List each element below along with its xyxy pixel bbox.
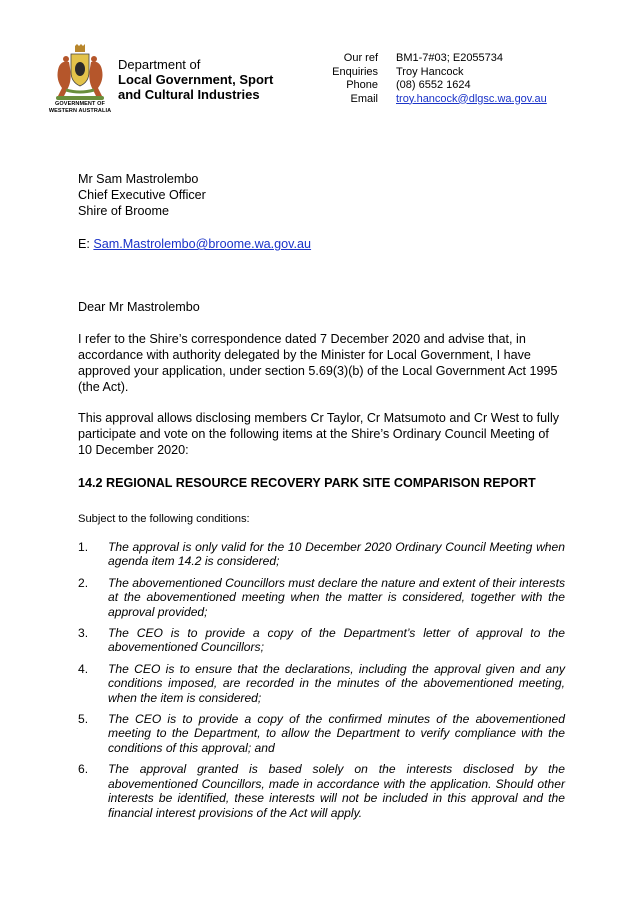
dept-line2: Local Government, Sport — [118, 72, 274, 87]
ref-value: Troy Hancock — [396, 65, 464, 78]
condition-item — [78, 712, 565, 755]
salutation: Dear Mr Mastrolembo — [78, 300, 200, 314]
ref-row-phone — [320, 79, 547, 93]
wa-coat-of-arms-logo — [44, 44, 116, 104]
ref-row-enquiries — [320, 66, 547, 80]
ref-value: BM1-7#03; E2055734 — [396, 52, 504, 64]
condition-number: 2. — [78, 575, 89, 590]
condition-text: The CEO is to ensure that the declarations, including the approval given and any conditions imposed, are recorded in the minutes of the abovementioned meeting, when the item is considered; — [108, 661, 565, 705]
reference-block — [320, 52, 547, 106]
condition-text: The CEO is to provide a copy of the Department’s letter of approval to the abovementioned Councillors; — [108, 626, 565, 655]
ref-value: (08) 6552 1624 — [396, 79, 471, 91]
condition-number: 5. — [78, 712, 89, 727]
condition-item — [78, 540, 565, 569]
ref-row-our-ref — [320, 52, 547, 66]
condition-number: 4. — [78, 661, 89, 676]
recipient-address — [78, 171, 565, 219]
dept-line1: Department of — [118, 57, 201, 72]
ref-row-email — [320, 93, 547, 107]
condition-text: The approval granted is based solely on the interests disclosed by the abovementioned Councillors, made in accordance with the application. Should other interests be identified, these interests will not be included in this approval and the financial interest provisions of the Act will apply. — [108, 762, 565, 820]
recipient-title: Chief Executive Officer — [78, 188, 206, 202]
condition-number: 1. — [78, 540, 89, 554]
crest-caption — [40, 101, 120, 114]
recipient-org: Shire of Broome — [78, 204, 169, 218]
crest-caption-line1: GOVERNMENT OF — [55, 101, 105, 107]
condition-text: The CEO is to provide a copy of the confirmed minutes of the abovementioned meeting to the Department, to allow the Department to verify compliance with the conditions of this approval; and — [108, 712, 565, 755]
ref-label: Our ref — [343, 52, 378, 64]
condition-number: 6. — [78, 762, 89, 777]
condition-number: 3. — [78, 626, 89, 641]
recipient-email-link[interactable]: Sam.Mastrolembo@broome.wa.gov.au — [93, 237, 312, 251]
sender-email-link[interactable]: troy.hancock@dlgsc.wa.gov.au — [396, 92, 547, 105]
paragraph-2: This approval allows disclosing members Cr Taylor, Cr Matsumoto and Cr West to fully participate and vote on the following items at the Shire’s Ordinary Council Meeting of 10 December 2020: — [78, 411, 560, 457]
recipient-email-line — [78, 236, 565, 252]
condition-item — [78, 576, 565, 619]
condition-item — [78, 662, 565, 705]
agenda-item-heading: 14.2 REGIONAL RESOURCE RECOVERY PARK SITE COMPARISON REPORT — [78, 476, 536, 490]
ref-label: Email — [350, 92, 378, 105]
crest-caption-line2: WESTERN AUSTRALIA — [48, 107, 112, 114]
conditions-list — [78, 540, 565, 827]
recipient-name: Mr Sam Mastrolembo — [78, 172, 199, 186]
condition-text: The abovementioned Councillors must declare the nature and extent of their interests at the abovementioned meeting when the matter is considered, together with the approval provided; — [108, 575, 565, 619]
conditions-intro: Subject to the following conditions: — [78, 513, 250, 525]
condition-text: The approval is only valid for the 10 December 2020 Ordinary Council Meeting when agenda item 14.2 is considered; — [108, 540, 565, 569]
ref-label: Phone — [346, 79, 378, 91]
dept-line3: and Cultural Industries — [118, 87, 260, 102]
ref-label: Enquiries — [332, 65, 378, 78]
email-prefix: E: — [78, 237, 94, 251]
paragraph-1: I refer to the Shire’s correspondence dated 7 December 2020 and advise that, in accordance with authority delegated by the Minister for Local Government, I have approved your application, under section 5.69(3)(b) of the Local Government Act 1995 (the Act). — [78, 332, 558, 394]
department-name — [118, 57, 273, 102]
condition-item — [78, 626, 565, 655]
condition-item — [78, 762, 565, 820]
